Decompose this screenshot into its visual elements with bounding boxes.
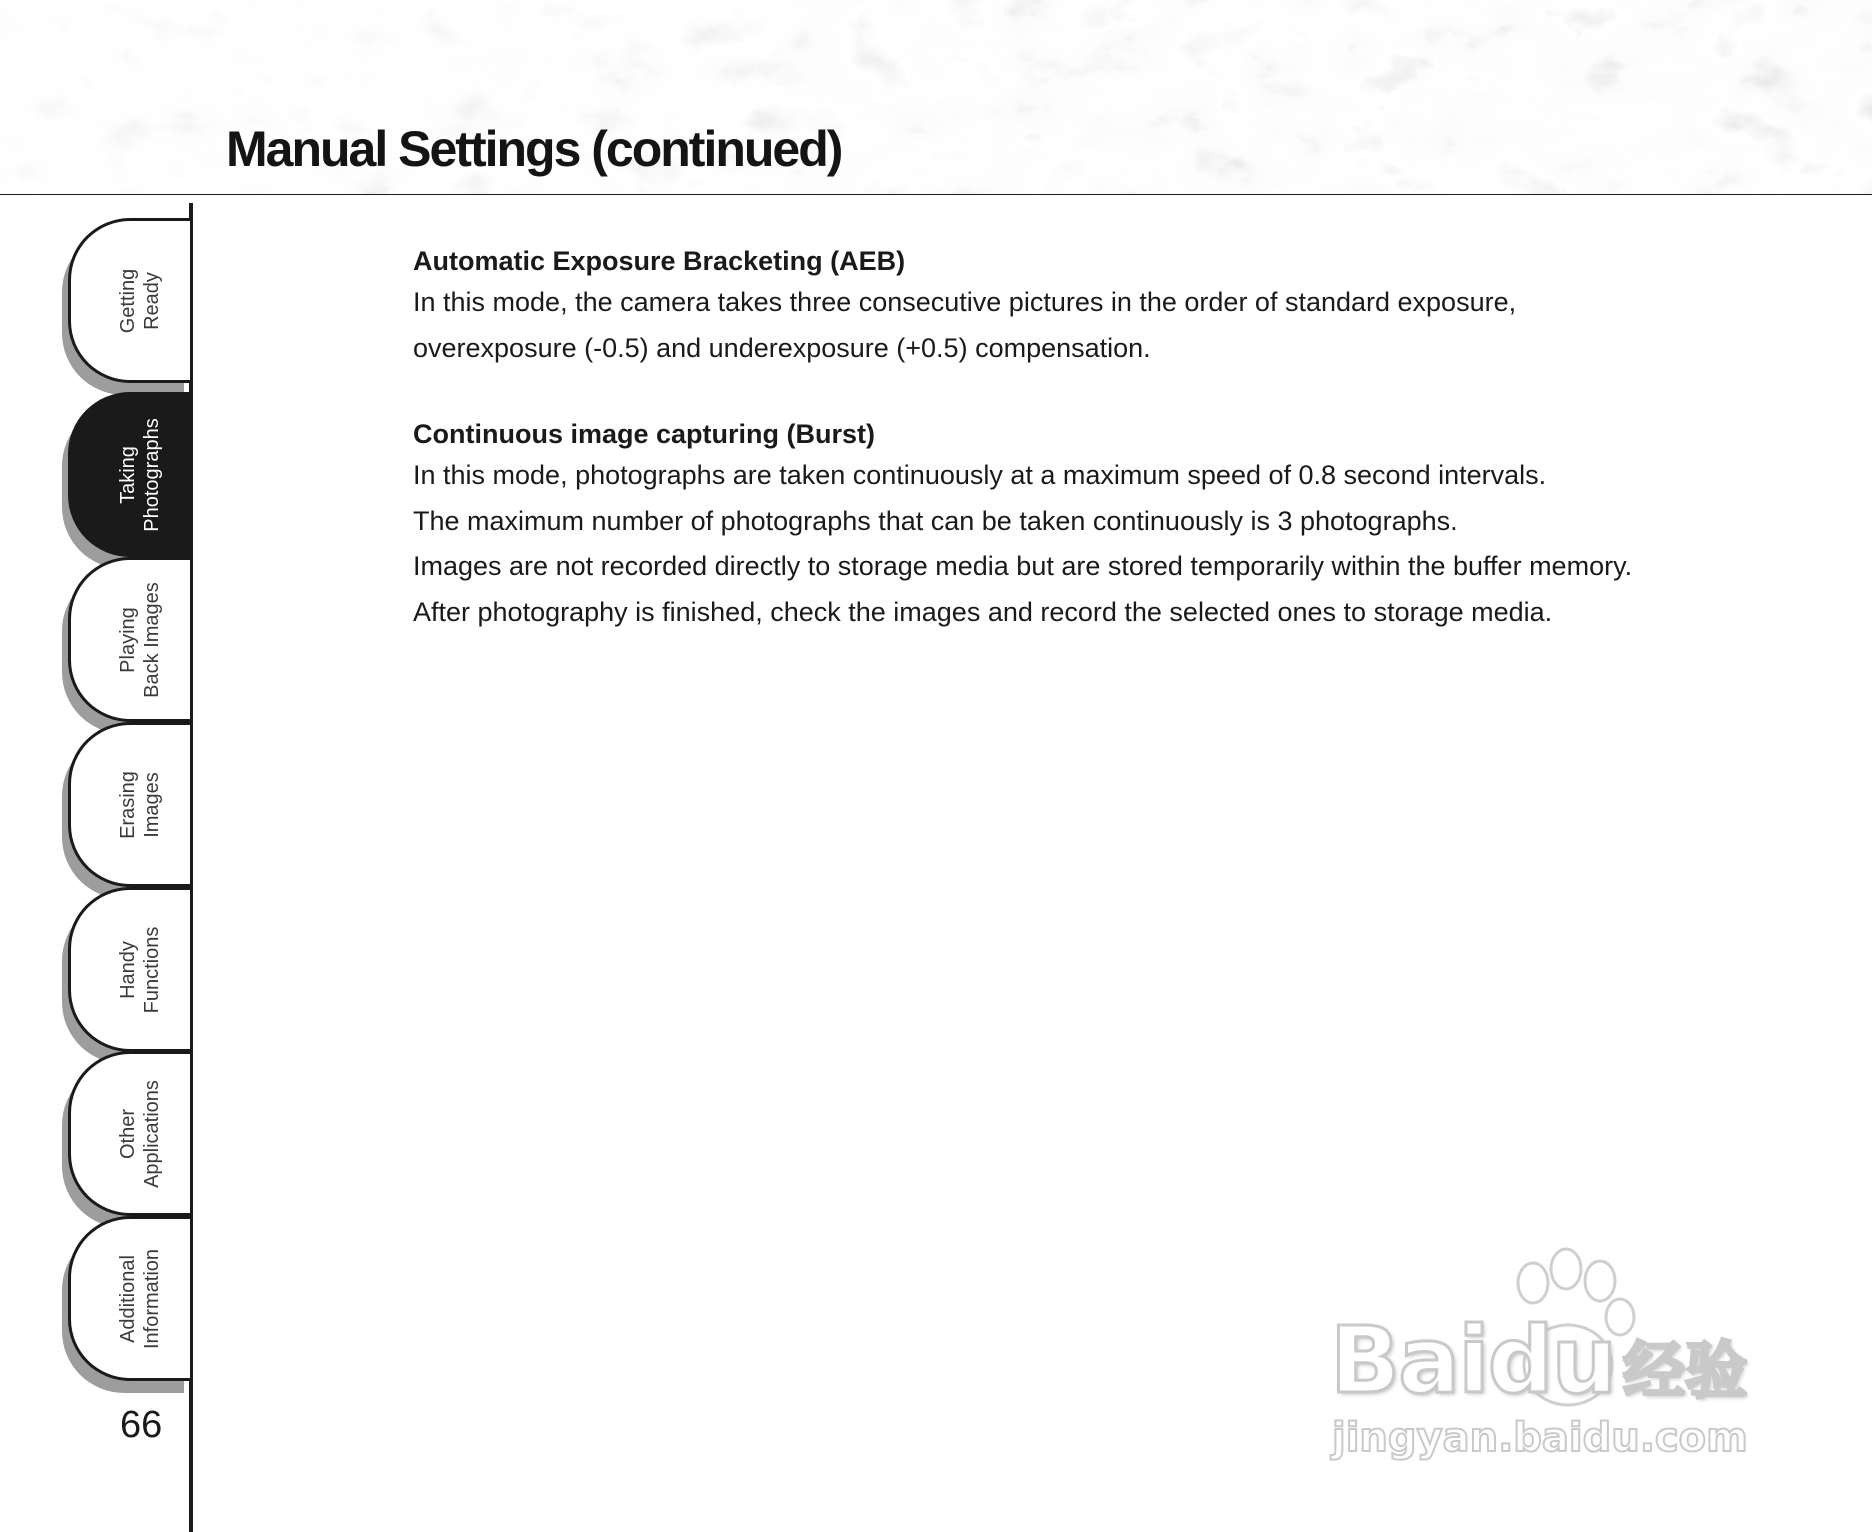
paragraph-line: overexposure (-0.5) and underexposure (+0.5) compensation. bbox=[413, 332, 1151, 363]
watermark-brand bbox=[1330, 1307, 1747, 1414]
baidu-watermark bbox=[1320, 1245, 1790, 1470]
watermark-url: jingyan.baidu.com bbox=[1332, 1415, 1748, 1461]
tab-handy-functions[interactable] bbox=[68, 887, 190, 1052]
tab-playing-back-images[interactable] bbox=[68, 557, 190, 722]
section-aeb bbox=[413, 242, 1813, 371]
tab-label: Erasing Images bbox=[117, 770, 164, 839]
tab-label: Additional Information bbox=[117, 1248, 164, 1349]
tab-erasing-images[interactable] bbox=[68, 722, 190, 887]
paragraph-line: In this mode, photographs are taken continuously at a maximum speed of 0.8 second intervals. bbox=[413, 460, 1547, 490]
tab-label: Other Applications bbox=[117, 1079, 164, 1188]
tab-label: Handy Functions bbox=[117, 926, 164, 1013]
header-divider bbox=[0, 194, 1872, 195]
main-content bbox=[413, 242, 1813, 679]
paragraph-line: In this mode, the camera takes three consecutive pictures in the order of standard exposure, bbox=[413, 287, 1517, 317]
watermark-brand-b: du bbox=[1487, 1307, 1616, 1414]
tab-taking-photographs[interactable] bbox=[68, 392, 190, 557]
page-header bbox=[0, 0, 1872, 195]
section-heading: Continuous image capturing (Burst) bbox=[413, 419, 875, 449]
paragraph-line: Images are not recorded directly to storage media but are stored temporarily within the buffer memory. bbox=[413, 551, 1633, 581]
page-title: Manual Settings (continued) bbox=[226, 121, 842, 177]
section-heading: Automatic Exposure Bracketing (AEB) bbox=[413, 246, 906, 276]
tab-label: Getting Ready bbox=[117, 268, 164, 333]
watermark-brand-cjk: 经验 bbox=[1623, 1334, 1748, 1407]
section-burst bbox=[413, 415, 1813, 635]
tab-label: Playing Back Images bbox=[117, 581, 164, 698]
watermark-brand-a: Bai bbox=[1330, 1307, 1488, 1414]
tab-additional-information[interactable] bbox=[68, 1216, 190, 1381]
page-number: 66 bbox=[120, 1404, 163, 1446]
paragraph-line: After photography is finished, check the images and record the selected ones to storage media. bbox=[413, 596, 1553, 627]
paragraph-line: The maximum number of photographs that can be taken continuously is 3 photographs. bbox=[413, 505, 1458, 536]
tab-other-applications[interactable] bbox=[68, 1051, 190, 1216]
tab-getting-ready[interactable] bbox=[68, 218, 190, 383]
tab-label: Taking Photographs bbox=[117, 417, 164, 532]
